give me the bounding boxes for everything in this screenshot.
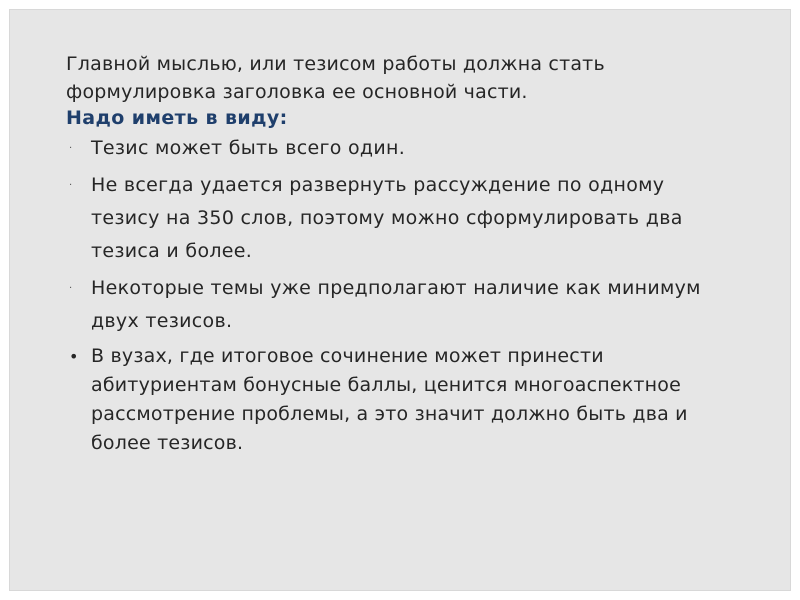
list-item [66,132,716,165]
list-item-text: В вузах, где итоговое сочинение может принести абитуриентам бонусные баллы, ценится многоаспектное рассмотрение проблемы, а это значит должно быть два и более тезисов. [91,345,688,454]
section-heading: Надо иметь в виду: [66,107,288,129]
list-item-text: Некоторые темы уже предполагают наличие как минимум двух тезисов. [91,277,701,332]
list-item [66,169,716,268]
slide-content [66,50,716,462]
list-item-text: Не всегда удается развернуть рассуждение по одному тезису на 350 слов, поэтому можно сформулировать два тезиса и более. [91,174,683,262]
list-item [66,272,716,338]
bullet-icon: · [69,180,73,191]
slide [9,9,791,591]
bullet-icon: · [69,283,73,294]
bullet-icon: • [69,347,79,366]
list-item [66,342,716,458]
bullet-list [66,132,716,458]
intro-text: Главной мыслью, или тезисом работы должна стать формулировка заголовка ее основной части. [66,53,605,103]
list-item-text: Тезис может быть всего один. [91,137,406,159]
bullet-icon: · [69,143,73,154]
